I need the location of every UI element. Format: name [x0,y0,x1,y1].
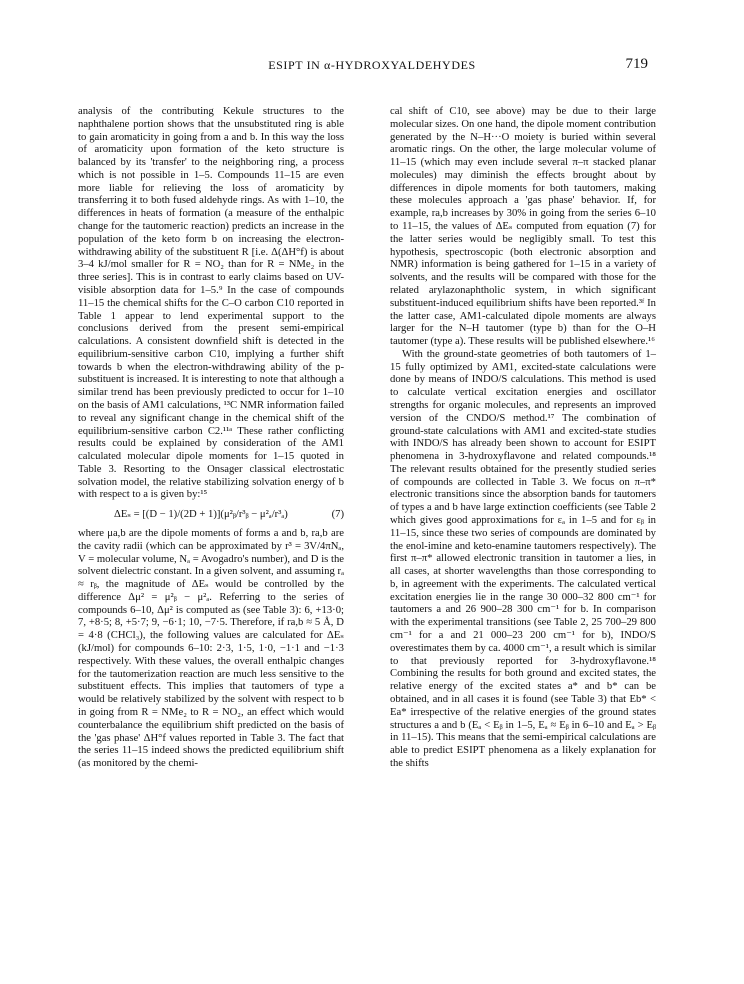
right-column [390,106,656,771]
body-paragraph: where μa,b are the dipole moments of forms a and b, ra,b are the cavity radii (which can be approximated by r³ = 3V/4πNₐ, V = molecular volume, Nₐ = Avogadro's number), and D is the solvent dielectric constant. In a given solvent, and assuming rₐ ≈ rᵦ, the magnitude of ΔEₛ would be controlled by the difference Δμ² = μ²ᵦ − μ²ₐ. Referring to the series of compounds 6–10, Δμ² is computed as (see Table 3): 6, +13·0; 7, +8·5; 8, +5·7; 9, −6·1; 10, −7·5. Therefore, if ra,b ≈ 5 Å, D = 4·8 (CHCl₃), the following values are calculated for ΔEₛ (kJ/mol) for compounds 6–10: 2·3, 1·5, 1·0, −1·1 and −1·3 respectively. With these values, the overall enthalpic changes for the tautomerization reaction are much less sensitive to the substituent effects. This implies that tautomers of type a would be relatively stabilized by the solvent with respect to b in going from R = NMe₂ to R = NO₂, an effect which would counterbalance the equilibrium shift predicted on the basis of the 'gas phase' ΔH°f values reported in Table 3. The fact that the series 11–15 indeed shows the predicted equilibrium shift (as monitored by the chemi- [78,528,344,770]
body-paragraph: With the ground-state geometries of both tautomers of 1–15 fully optimized by AM1, excited-state calculations were done by means of INDO/S calculations. This method is used to calculate vertical excitation energies and oscillator strengths for organic molecules, and represents an improved version of the CNDO/S method.¹⁷ The combination of ground-state calculations with AM1 and excited-state studies with INDO/S has already been shown to account for ESIPT phenomena in 3-hydroxyflavone and related compounds.¹⁸ The relevant results obtained for the presently studied series of compounds are collected in Table 3. We focus on π–π* electronic transitions since the absorption bands for tautomers of types a and b have large extinction coefficients (see Table 2 which gives good approximations for εₐ in 1–5 and for εᵦ in 11–15, since these two series of compounds are dominated by the enol-imine and keto-enamine tautomers respectively). The first π–π* allowed electronic transition in tautomer a lies, in all cases, at shorter wavelengths than those corresponding to b, in agreement with the experiments. The calculated vertical excitation energies lie in the range 30 000–32 800 cm⁻¹ for tautomers a and 26 900–28 300 cm⁻¹ for b. In comparison with the experimental transitions (see Table 2, 25 700–29 800 cm⁻¹ for a and 21 000–23 200 cm⁻¹ for b), INDO/S overestimates them by ca. 4000 cm⁻¹, a result which is similar to that previously reported for 3-hydroxyflavone.¹⁸ Combining the results for both ground and excited states, the relative energy of the excited states a* and b* can be obtained, and in all cases it is found (see Table 3) that Eb* < Ea* irrespective of the relative energies of the ground states structures a and b (Eₐ < Eᵦ in 1–5, Eₐ ≈ Eᵦ in 6–10 and Eₐ > Eᵦ in 11–15). This means that the semi-empirical calculations are able to predict ESIPT phenomena as a likely explanation for the shifts [390,348,656,769]
body-paragraph: analysis of the contributing Kekule structures to the naphthalene portion shows that the unsubstituted ring is able to gain aromaticity in going from a and b. In this way the loss of aromaticity upon formation of the keto structure is balanced by its 'transfer' to the neighboring ring, a process which is not possible in 1–5. Compounds 11–15 are even more liable for relieving the loss of aromaticity by transferring it to both fused aldehyde rings. As with 1–10, the differences in heats of formation (a measure of the enthalpic change for the tautomeric reaction) predicts an increase in the population of the keto form b on increasing the electron-withdrawing ability of the substituent R [i.e. Δ(ΔH°f) is about 3–4 kJ/mol smaller for R = NO₂ than for R = NMe₂ in the three series]. This is in contrast to early claims based on UV-visible absorption data for 1–5.⁹ In the case of compounds 11–15 the chemical shifts for the C–O carbon C10 reported in Table 1 appear to lend experimental support to the conclusions derived from the present semi-empirical calculations. A consistent downfield shift is detected in the equilibrium-sensitive carbon C10, implying a further shift towards b when the electron-withdrawing ability of the p-substituent is increased. It is interesting to note that although a similar trend has been previously predicted to occur for 1–10 on the basis of AM1 calculations, ¹³C NMR information failed to reveal any significant change in the chemical shift of the equilibrium-sensitive carbon C2.¹¹ᵃ These rather conflicting results could be explained by consideration of the AM1 calculated molecular dipole moments for 1–15 quoted in Table 3. Resorting to the Onsager classical electrostatic solvation model, the relative stabilizing solvation energy of b with respect to a is given by:¹⁵ [78,106,344,501]
equation-7 [78,509,344,522]
running-title: ESIPT IN α-HYDROXYALDEHYDES [268,58,476,72]
left-column [78,106,344,771]
equation-number: (7) [331,509,344,521]
running-head [96,58,648,76]
body-paragraph: cal shift of C10, see above) may be due to their large molecular sizes. On one hand, the dipole moment contribution generated by the N–H···O moiety is buried within several aromatic rings. On the other, the large molecular volume of 11–15 (which may even include several π–π stacked planar molecules) may diminish the effects brought about by differences in dipole moments for both tautomers, making these molecules approach a 'gas phase' behavior. If, for example, ra,b increases by 30% in going from the series 6–10 to 11–15, the values of ΔEₛ computed from equation (7) for the latter series would be negligibly small. To test this hypothesis, spectroscopic (both electronic absorption and NMR) information is being gathered for 1–15 in a variety of solvents, and the results will be compared with those for the related arylazonaphtholic system, in which significant substituent-induced equilibrium shifts have been reported.³ᶠ In the latter case, AM1-calculated dipole moments are always larger for the N–H tautomer (type b) than for the O–H tautomer (type a). These results will be published elsewhere.¹⁶ [390,106,656,348]
equation-formula: ΔEₛ = [(D − 1)/(2D + 1)](μ²ᵦ/r³ᵦ − μ²ₐ/r³ₐ) [114,509,288,521]
page-number: 719 [625,56,648,72]
